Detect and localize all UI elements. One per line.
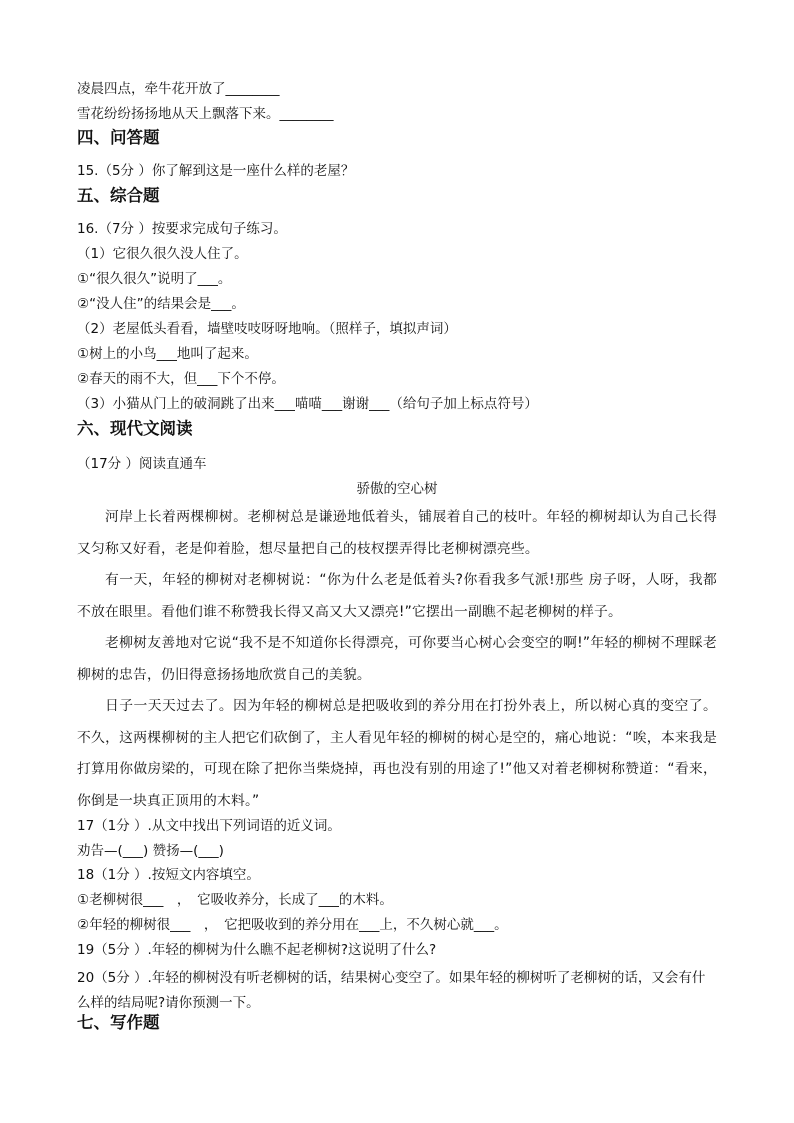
section-heading-7: 七、写作题 <box>77 1013 160 1032</box>
q16-part-2b: ②春天的雨不大，但___下个不停。 <box>77 371 285 387</box>
q16-part-3: （3）小猫从门上的破洞跳了出来___喵喵___谢谢___（给句子加上标点符号） <box>77 396 538 412</box>
q18-line-a: ①老柳树很___ ， 它吸收养分，长成了___的木料。 <box>77 892 393 908</box>
q16-part-1: （1）它很久很久没人住了。 <box>77 246 248 262</box>
reading-title: 骄傲的空心树 <box>356 481 438 497</box>
section-heading-6: 六、现代文阅读 <box>77 419 193 438</box>
reading-paragraph-1: 河岸上长着两棵柳树。老柳树总是谦逊地低着头，铺展着自己的枝叶。年轻的柳树却认为自己长得又匀称又好看，老是仰着脸，想尽量把自己的枝杈摆弄得比老柳树漂亮些。 <box>77 509 717 557</box>
q16-part-2a: ①树上的小鸟___地叫了起来。 <box>77 346 258 362</box>
reading-paragraph-3: 老柳树友善地对它说“我不是不知道你长得漂亮，可你要当心树心会变空的啊!”年轻的柳树不理睬老柳树的忠告，仍旧得意扬扬地欣赏自己的美貌。 <box>77 635 717 683</box>
question-15: 15.（5分 ）你了解到这是一座什么样的老屋？ <box>77 163 355 179</box>
reading-paragraph-4: 日子一天天过去了。因为年轻的柳树总是把吸收到的养分用在打扮外表上，所以树心真的变空了。不久，这两棵柳树的主人把它们砍倒了，主人看见年轻的柳树的树心是空的，痛心地说：“唉，本来我是打算用你做房梁的，可现在除了把你当柴烧掉，再也没有别的用途了!”他又对着老柳树称赞道：“看来，你倒是一块真正顶用的木料。” <box>77 698 717 809</box>
question-18: 18（1分 ）.按短文内容填空。 <box>77 867 260 883</box>
question-17: 17（1分 ）.从文中找出下列词语的近义词。 <box>77 818 341 834</box>
question-16: 16.（7分 ）按要求完成句子练习。 <box>77 221 287 237</box>
q16-part-1b: ②“没人住”的结果会是___。 <box>77 296 245 312</box>
q17-line: 劝告—(___) 赞扬—(___) <box>77 843 224 859</box>
q16-part-1a: ①“很久很久”说明了___。 <box>77 271 232 287</box>
section-heading-4: 四、问答题 <box>77 128 160 147</box>
question-20: 20（5分 ）.年轻的柳树没有听老柳树的话，结果树心变空了。如果年轻的柳树听了老柳树的话，又会有什么样的结局呢?请你预测一下。 <box>77 970 706 1011</box>
section-heading-5: 五、综合题 <box>77 186 160 205</box>
q18-line-b: ②年轻的柳树很___ ， 它把吸收到的养分用在___上，不久树心就___。 <box>77 917 508 933</box>
answer-line-2: 雪花纷纷扬扬地从天上飘落下来。________ <box>77 106 334 122</box>
q16-part-2: （2）老屋低头看看，墙壁吱吱呀呀地响。（照样子，填拟声词） <box>77 321 457 337</box>
reading-paragraph-2: 有一天，年轻的柳树对老柳树说：“你为什么老是低着头?你看我多气派!那些 房子呀，人呀，我都不放在眼里。看他们谁不称赞我长得又高又大又漂亮!”它摆出一副瞧不起老柳树的样子。 <box>77 572 717 620</box>
answer-line-1: 凌晨四点，牵牛花开放了________ <box>77 81 280 97</box>
question-19: 19（5分 ）.年轻的柳树为什么瞧不起老柳树?这说明了什么? <box>77 942 437 958</box>
reading-intro: （17分 ）阅读直通车 <box>77 456 207 472</box>
